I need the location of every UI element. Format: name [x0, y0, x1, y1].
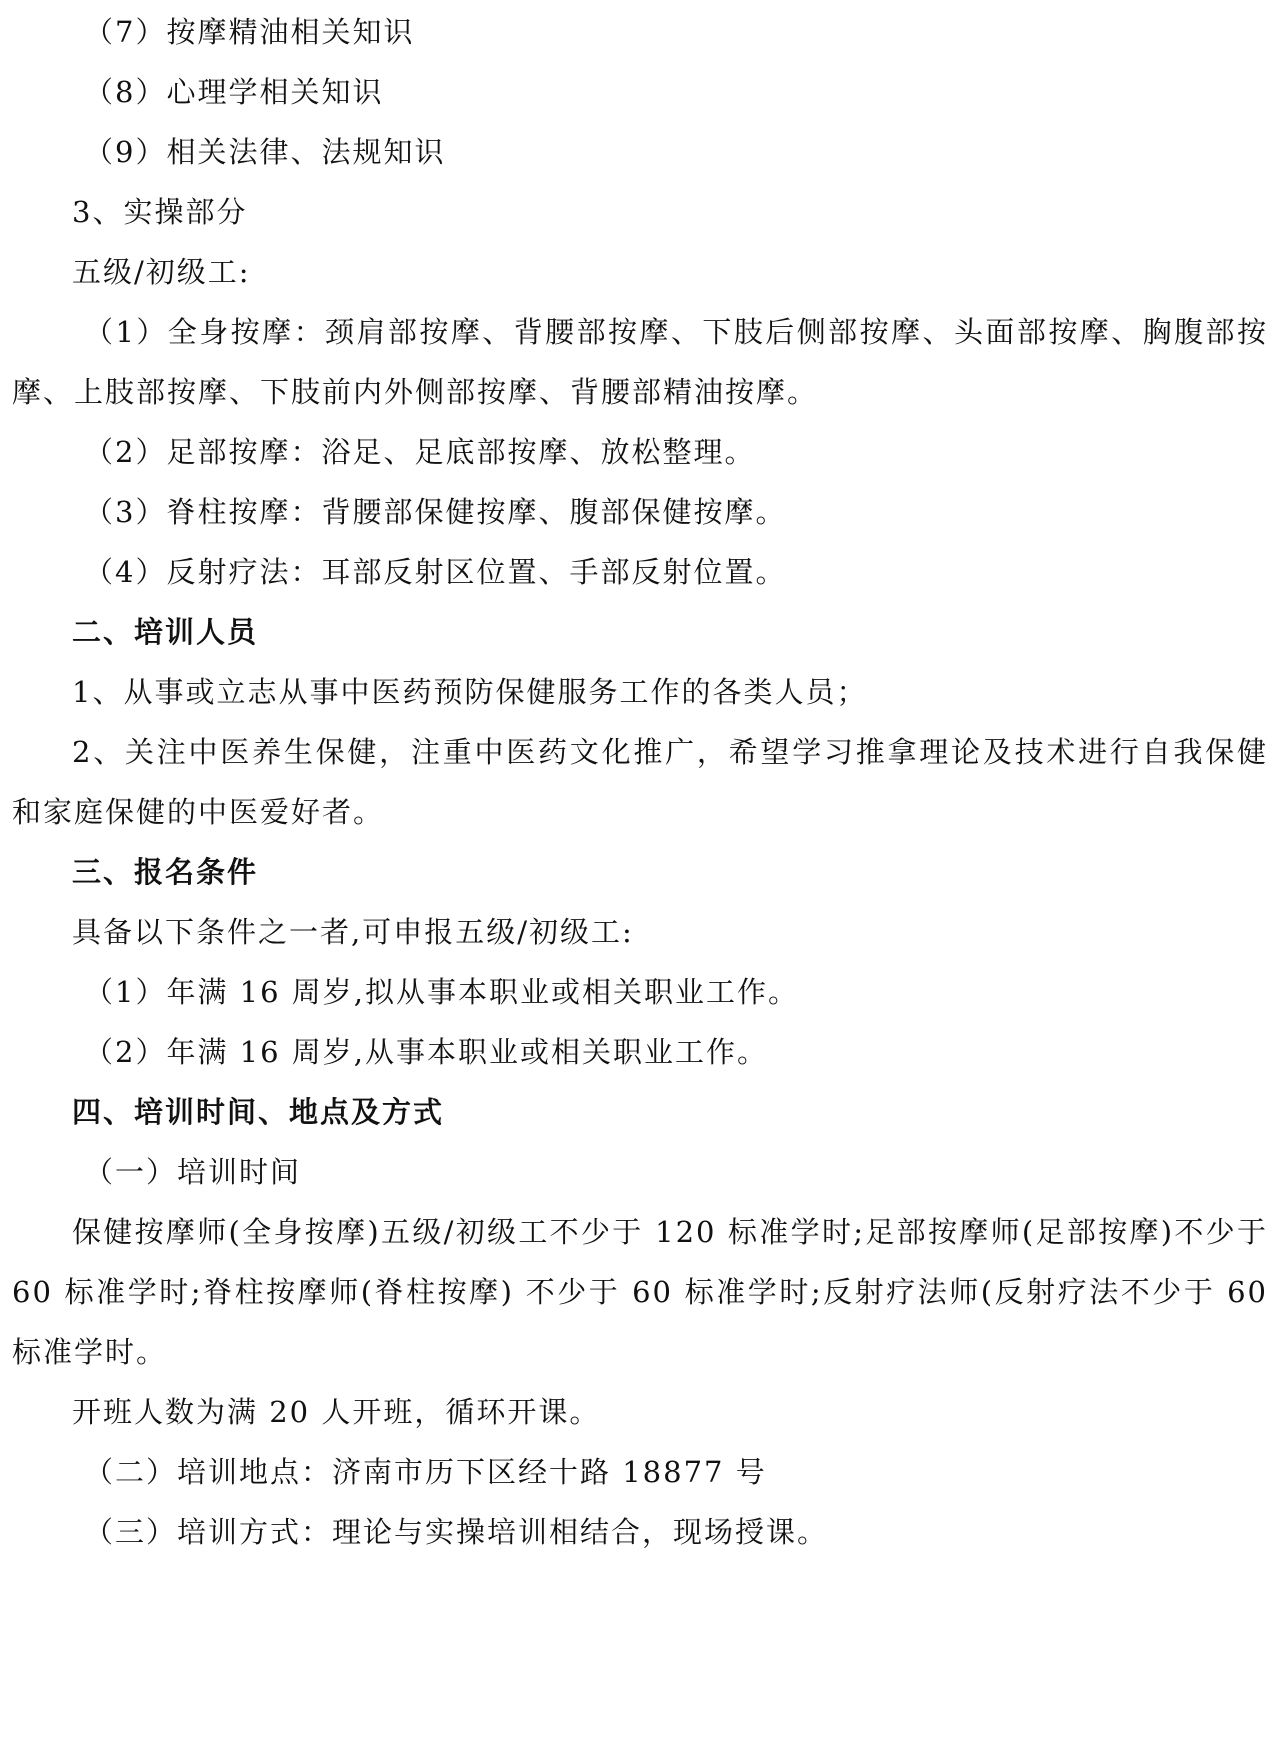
item-8-psychology: （8）心理学相关知识: [84, 75, 384, 109]
practical-item-2: （2）足部按摩：浴足、足底部按摩、放松整理。: [84, 435, 756, 469]
heading-trainees: 二、培训人员: [72, 615, 259, 649]
registration-item-1: （1）年满 16 周岁,拟从事本职业或相关职业工作。: [84, 975, 800, 1009]
registration-item-2: （2）年满 16 周岁,从事本职业或相关职业工作。: [84, 1035, 769, 1069]
section-practical: 3、实操部分: [72, 195, 248, 229]
trainee-item-2-line-1: 2、关注中医养生保健，注重中医药文化推广，希望学习推拿理论及技术进行自我保健: [72, 735, 1268, 769]
time-paragraph-line-3: 标准学时。: [12, 1335, 168, 1369]
trainee-item-2-line-2: 和家庭保健的中医爱好者。: [12, 795, 385, 829]
practical-item-3: （3）脊柱按摩：背腰部保健按摩、腹部保健按摩。: [84, 495, 787, 529]
heading-registration: 三、报名条件: [72, 855, 259, 889]
heading-time-place-method: 四、培训时间、地点及方式: [72, 1095, 445, 1129]
level-five-heading: 五级/初级工:: [72, 255, 251, 289]
registration-intro: 具备以下条件之一者,可申报五级/初级工:: [72, 915, 634, 949]
item-7-essential-oil: （7）按摩精油相关知识: [84, 15, 415, 49]
practical-item-1-line-2: 摩、上肢部按摩、下肢前内外侧部按摩、背腰部精油按摩。: [12, 375, 819, 409]
time-paragraph-line-1: 保健按摩师(全身按摩)五级/初级工不少于 120 标准学时;足部按摩师(足部按摩)不少于: [72, 1215, 1268, 1249]
training-method: （三）培训方式：理论与实操培训相结合，现场授课。: [84, 1515, 829, 1549]
item-9-laws: （9）相关法律、法规知识: [84, 135, 446, 169]
class-size-note: 开班人数为满 20 人开班，循环开课。: [72, 1395, 601, 1429]
trainee-item-1: 1、从事或立志从事中医药预防保健服务工作的各类人员；: [72, 675, 868, 709]
subheading-time: （一）培训时间: [84, 1155, 302, 1189]
practical-item-1-line-1: （1）全身按摩：颈肩部按摩、背腰部按摩、下肢后侧部按摩、头面部按摩、胸腹部按: [84, 315, 1268, 349]
practical-item-4: （4）反射疗法：耳部反射区位置、手部反射位置。: [84, 555, 787, 589]
training-location: （二）培训地点：济南市历下区经十路 18877 号: [84, 1455, 767, 1489]
time-paragraph-line-2: 60 标准学时;脊柱按摩师(脊柱按摩) 不少于 60 标准学时;反射疗法师(反射疗法不少于 60: [12, 1275, 1268, 1309]
